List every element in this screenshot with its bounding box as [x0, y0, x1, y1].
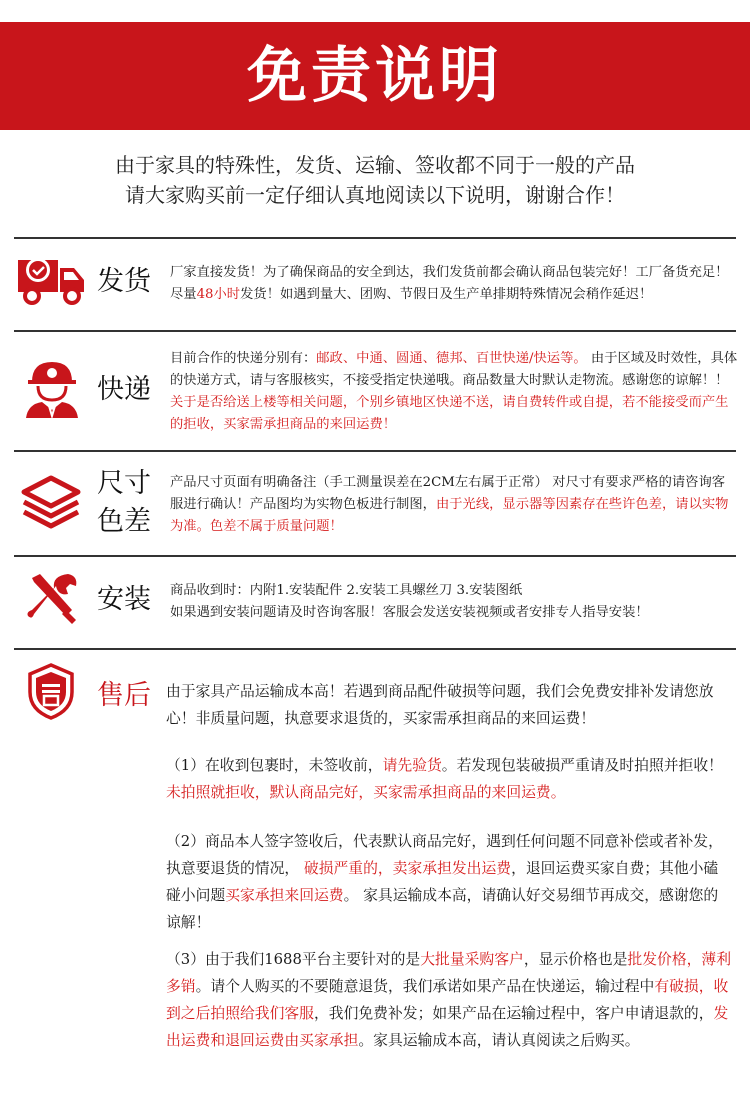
item2-text: （2）商品本人签字签收后，代表默认商品完好，遇到任何问题不同意补偿或者补发，执意要退货的情况， [166, 833, 723, 877]
size-title-line-2: 色差 [97, 506, 151, 537]
shipping-highlight: 48小时 [196, 287, 241, 302]
section-title-shipping: 发货 [97, 266, 151, 297]
aftersale-item-2 [166, 828, 732, 936]
aftersale-item-1 [166, 752, 732, 806]
install-line-1: 商品收到时：内附1.安装配件 2.安装工具螺丝刀 3.安装图纸 [170, 583, 523, 598]
shipping-text: 厂家直接发货！为了确保商品的安全到达，我们发货前都会确认商品包装完好！工厂备货充足！尽量 [170, 265, 729, 302]
item3-text: （3）由于我们1688平台主要针对的是 [166, 951, 421, 968]
item2-highlight: 破损严重的，卖家承担发出运费 [303, 860, 512, 877]
intro-line-1: 由于家具的特殊性，发货、运输、签收都不同于一般的产品 [115, 153, 635, 177]
item3-text-end: 。家具运输成本高，请认真阅读之后购买。 [358, 1032, 640, 1049]
item1-text: （1）在收到包裹时，未签收前， [166, 757, 383, 774]
item1-highlight: 请先验货 [382, 757, 442, 774]
express-text-end: 由于区域及时效性，具体的快递方式，请与客服核实，不接受指定快递哦。商品数量大时默认走物流。感谢您的谅解！！ [170, 351, 738, 388]
divider [14, 330, 736, 332]
item3-text-mid: ，显示价格也是 [523, 951, 628, 968]
section-body-shipping [170, 262, 735, 306]
size-warning: 由于光线，显示器等因素存在些许色差，请以实物为准。色差不属于质量问题！ [170, 497, 729, 534]
aftersale-item-3 [166, 946, 732, 1054]
truck-icon [16, 250, 88, 306]
header-banner [0, 22, 750, 130]
divider [14, 237, 736, 239]
section-title-aftersale: 售后 [97, 680, 151, 711]
size-title-line-1: 尺寸 [97, 468, 151, 499]
express-warning: 关于是否给送上楼等相关问题，个别乡镇地区快递不送，请自费转件或自提，若不能接受而产生的拒收，买家需承担商品的来回运费！ [170, 395, 729, 432]
item3-highlight-3: 有破损，收到之后拍照给我们客服 [166, 978, 729, 1022]
item2-text-mid: ，退回运费买家自费；其他小磕碰小问题 [166, 860, 719, 904]
section-title-express: 快递 [97, 374, 151, 405]
install-line-2: 如果遇到安装问题请及时咨询客服！客服会发送安装视频或者安排专人指导安装！ [170, 605, 649, 620]
section-title-install: 安装 [97, 584, 151, 615]
item3-highlight-2: 批发价格，薄利多销 [166, 951, 732, 995]
aftersale-intro: 由于家具产品运输成本高！若遇到商品配件破损等问题，我们会免费安排补发请您放心！非质量问题，执意要求退货的，买家需承担商品的来回运费！ [166, 683, 714, 727]
item1-text-mid: 。若发现包装破损严重请及时拍照并拒收！ [441, 757, 723, 774]
intro-line-2: 请大家购买前一定仔细认真地阅读以下说明，谢谢合作！ [125, 183, 625, 207]
section-body-size [170, 472, 730, 538]
shipping-text-end: 发货！如遇到量大、团购、节假日及生产单排期特殊情况会稍作延迟！ [240, 287, 653, 302]
size-text: 产品尺寸页面有明确备注（手工测量误差在2CM左右属于正常） 对尺寸有要求严格的请咨询客服进行确认！产品图均为实物色板进行制图， [170, 475, 726, 512]
section-body-aftersale [166, 678, 732, 1054]
item3-highlight-4: 发出运费和退回运费由买家承担 [166, 1005, 729, 1049]
express-text: 目前合作的快递分别有： [170, 351, 317, 366]
shield-badge-icon [26, 662, 76, 720]
item3-highlight: 大批量采购客户 [420, 951, 524, 968]
tools-icon [24, 570, 80, 626]
divider [14, 648, 736, 650]
courier-icon [22, 356, 82, 418]
express-carriers: 邮政、中通、圆通、德邦、百世快递/快运等。 [316, 351, 587, 366]
divider [14, 450, 736, 452]
section-body-express [170, 348, 738, 436]
item2-highlight-2: 买家承担来回运费 [225, 887, 344, 904]
item1-warning: 未拍照就拒收，默认商品完好，买家需承担商品的来回运费。 [166, 784, 566, 801]
item3-text-mid-3: ，我们免费补发；如果产品在运输过程中，客户申请退款的， [313, 1005, 714, 1022]
item3-text-mid-2: 。请个人购买的不要随意退货，我们承诺如果产品在快递运，输过程中 [195, 978, 655, 995]
layers-icon [20, 474, 82, 530]
section-title-size [97, 468, 151, 538]
section-body-install [170, 580, 730, 624]
divider [14, 555, 736, 557]
page-title: 免责说明 [247, 41, 503, 111]
intro-text [0, 150, 750, 210]
item2-text-end: 。 家具运输成本高，请确认好交易细节再成交，感谢您的谅解！ [166, 887, 719, 931]
